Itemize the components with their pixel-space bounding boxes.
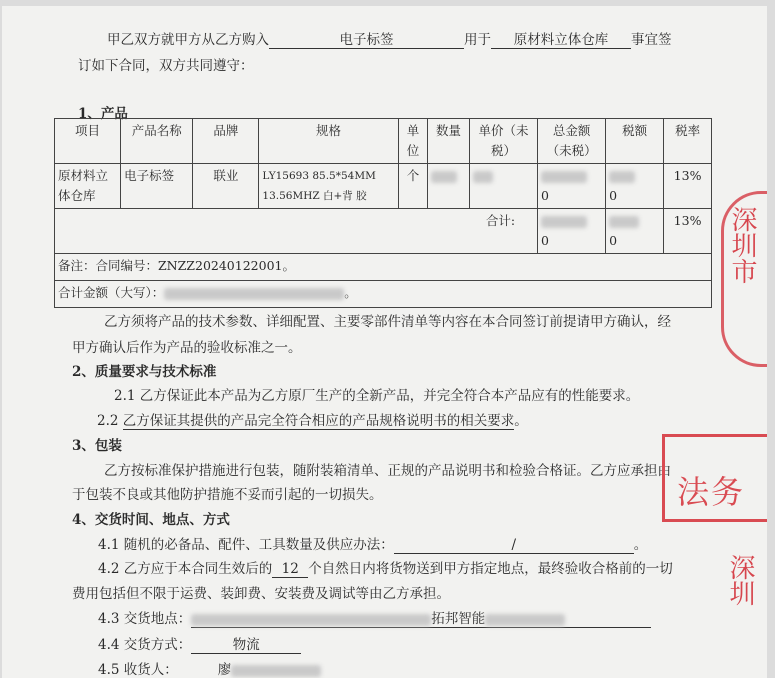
redaction — [541, 216, 587, 228]
tech-paragraph: 乙方须将产品的技术参数、详细配置、主要零部件清单等内容在本合同签订前提请甲方确认，经 — [104, 314, 671, 330]
header-price: 单价（未税） — [469, 119, 537, 164]
clause-4-2-c: 费用包括但不限于运费、装卸费、安装费及调试等由乙方承担。 — [72, 586, 450, 602]
redaction — [609, 171, 635, 183]
redaction — [431, 171, 457, 183]
clause-2-2-no: 2.2 — [97, 413, 119, 429]
packing-paragraph: 乙方按标准保护措施进行包装，随附装箱清单、正规的产品说明书和检验合格证。乙方应承担由 — [104, 463, 671, 479]
header-unit: 单位 — [398, 119, 427, 164]
delivery-address-text: 拓邦智能 — [431, 611, 486, 627]
total-label: 合计: — [55, 209, 538, 254]
product-table — [54, 118, 712, 308]
clause-4-1-text: 4.1 随机的必备品、配件、工具数量及供应办法： — [98, 537, 394, 553]
cell-brand: 联业 — [193, 164, 259, 209]
header-name: 产品名称 — [121, 119, 193, 164]
total-amount — [538, 209, 606, 254]
clause-4-2-a: 4.2 乙方应于本合同生效后的 — [98, 561, 273, 577]
clause-4-5 — [98, 658, 558, 678]
redaction — [485, 614, 565, 626]
delivery-days: 12 — [272, 561, 308, 578]
clause-4-4-label: 4.4 交货方式： — [98, 637, 192, 653]
clause-4-1 — [98, 533, 647, 554]
cell-unit: 个 — [398, 164, 427, 209]
intro-text-3: 事宜签 — [631, 32, 672, 48]
cell-spec: LY15693 85.5*54MM 13.56MHZ 白+背 胶 — [259, 164, 398, 209]
amount-words-label: 合计金额（大写）： — [58, 285, 165, 300]
seal-stamp-text: 深圳市 — [727, 206, 757, 284]
seal-stamp-text-2: 深圳 — [725, 554, 755, 606]
total-rate: 13% — [664, 209, 712, 254]
redaction — [541, 171, 587, 183]
clause-4-2-b: 个自然日内将货物送到甲方指定地点，最终验收合格前的一切 — [308, 561, 673, 577]
section4-title: 4、交货时间、地点、方式 — [72, 512, 230, 528]
consignee — [178, 658, 558, 678]
contract-note: 备注：合同编号：ZNZZ20240122001。 — [55, 254, 712, 281]
total-tax — [606, 209, 664, 254]
clause-4-4 — [98, 633, 301, 654]
amount-words — [55, 281, 712, 308]
cell-project: 原材料立体仓库 — [55, 164, 121, 209]
amount-words-row — [55, 281, 712, 308]
clause-4-2 — [98, 557, 673, 578]
clause-4-1-fill: / — [394, 537, 634, 554]
intro-text-2: 用于 — [464, 32, 491, 48]
amount-words-end: 。 — [344, 285, 357, 300]
cell-rate: 13% — [664, 164, 712, 209]
clause-4-3 — [98, 607, 651, 628]
amount-tail: 0 — [541, 188, 549, 203]
header-brand: 品牌 — [193, 119, 259, 164]
delivery-method: 物流 — [191, 633, 301, 654]
cell-name: 电子标签 — [121, 164, 193, 209]
table-row — [55, 164, 712, 209]
intro-text-1: 甲乙双方就甲方从乙方购入 — [107, 32, 269, 48]
cell-amount — [538, 164, 606, 209]
tax-tail: 0 — [609, 188, 618, 203]
clause-2-1: 2.1 乙方保证此本产品为乙方原厂生产的全新产品，并完全符合本产品应有的性能要求。 — [114, 388, 640, 404]
note-row — [55, 254, 712, 281]
header-rate: 税率 — [664, 119, 712, 164]
redaction — [609, 216, 639, 228]
clause-4-3-label: 4.3 交货地点： — [98, 611, 192, 627]
redaction — [473, 171, 493, 183]
cell-price — [469, 164, 537, 209]
cell-tax — [606, 164, 664, 209]
clause-4-5-label: 4.5 收货人： — [98, 662, 178, 678]
redaction — [191, 614, 431, 626]
cell-qty — [428, 164, 470, 209]
section3-title: 3、包装 — [72, 438, 122, 454]
product-fill: 电子标签 — [269, 28, 464, 49]
total-amount-tail: 0 — [541, 233, 549, 248]
legal-stamp-text: 法务 — [677, 473, 746, 511]
clause-4-1-end: 。 — [633, 537, 648, 553]
header-project: 项目 — [55, 119, 121, 164]
header-spec: 规格 — [259, 119, 398, 164]
header-amount: 总金额（未税） — [538, 119, 606, 164]
clause-2-2-end: 。 — [514, 413, 528, 429]
section1-title: 1、产品 — [78, 106, 128, 122]
table-header-row — [55, 119, 712, 164]
tech-paragraph-2: 甲方确认后作为产品的验收标准之一。 — [72, 340, 302, 356]
use-fill: 原材料立体仓库 — [491, 28, 631, 49]
packing-paragraph-2: 于包装不良或其他防护措施不妥而引起的一切损失。 — [72, 487, 383, 503]
header-tax: 税额 — [606, 119, 664, 164]
clause-2-2 — [97, 409, 528, 430]
header-qty: 数量 — [428, 119, 470, 164]
legal-stamp — [662, 434, 767, 522]
table-total-row — [55, 209, 712, 254]
redaction — [164, 288, 344, 300]
consignee-text: 廖 — [217, 662, 232, 678]
intro-line-2: 订如下合同，双方共同遵守： — [78, 58, 254, 74]
contract-page — [2, 6, 767, 678]
intro-line-1 — [107, 28, 672, 49]
clause-2-2-text: 乙方保证其提供的产品完全符合相应的产品规格说明书的相关要求 — [123, 409, 515, 430]
section2-title: 2、质量要求与技术标准 — [72, 364, 217, 380]
delivery-address — [191, 607, 651, 628]
redaction — [231, 665, 321, 677]
total-tax-tail: 0 — [609, 233, 618, 248]
